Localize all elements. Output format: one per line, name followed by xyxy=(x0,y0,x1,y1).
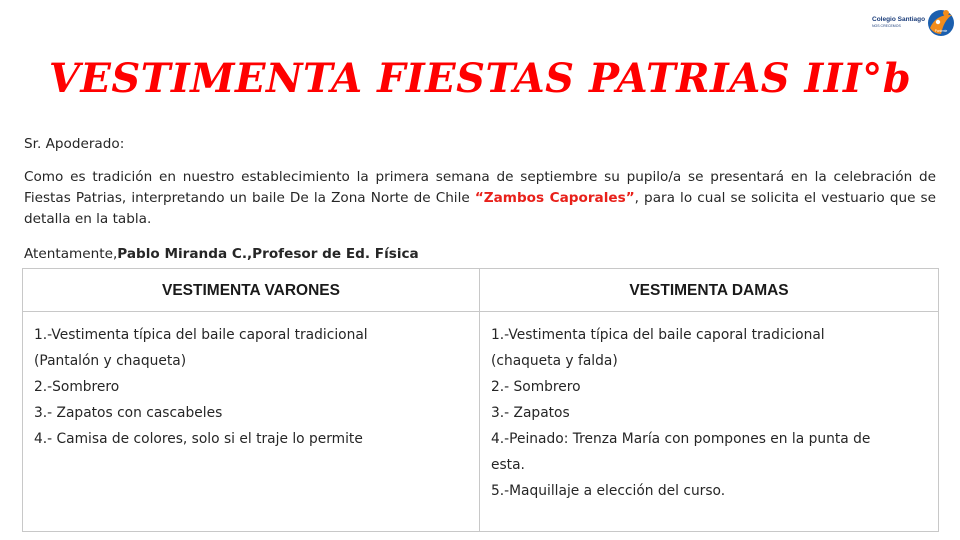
column-header-men: VESTIMENTA VARONES xyxy=(23,269,479,312)
column-women xyxy=(480,269,938,531)
logo-tag: Poniente xyxy=(934,29,948,33)
list-item: 3.- Zapatos xyxy=(491,405,570,421)
men-items-list xyxy=(23,312,479,452)
list-item: 4.- Camisa de colores, solo si el traje lo permite xyxy=(34,431,363,447)
list-item: 1.-Vestimenta típica del baile caporal tradicional xyxy=(491,327,825,343)
signature-prefix: Atentamente, xyxy=(24,246,118,262)
school-logo xyxy=(872,4,956,38)
list-item: 5.-Maquillaje a elección del curso. xyxy=(491,483,726,499)
letter-body-end: , para lo cual se solicita el vestuario que se detalla en la tabla. xyxy=(24,190,936,227)
dance-name: “Zambos Caporales” xyxy=(474,190,635,206)
letter-body xyxy=(24,167,936,230)
women-items-list xyxy=(480,312,938,504)
list-item: 2.-Sombrero xyxy=(34,379,120,395)
school-emblem-icon xyxy=(924,6,956,38)
list-item: 4.-Peinado: Trenza María con pompones en la punta de xyxy=(491,431,871,447)
signature-name: Pablo Miranda C.,Profesor de Ed. Física xyxy=(117,246,419,262)
list-item: 3.- Zapatos con cascabeles xyxy=(34,405,223,421)
list-item: (chaqueta y falda) xyxy=(491,353,618,369)
list-item: 1.-Vestimenta típica del baile caporal tradicional xyxy=(34,327,368,343)
column-men xyxy=(23,269,480,531)
page-title: VESTIMENTA FIESTAS PATRIAS III°b xyxy=(48,55,912,102)
list-item: 2.- Sombrero xyxy=(491,379,581,395)
letter-body-start: Como es tradición en nuestro establecimiento la primera semana de septiembre su pupilo/a se presentará en la celebración de Fiestas Patrias, interpretando un baile De la Zona Norte de Chile xyxy=(24,169,936,206)
column-header-women: VESTIMENTA DAMAS xyxy=(480,269,938,312)
logo-subtitle: NOS CRECEMOS xyxy=(872,24,901,28)
signature xyxy=(24,244,936,265)
logo-name: Colegio Santiago xyxy=(872,16,926,23)
clothing-table xyxy=(22,268,939,532)
logo-text xyxy=(872,16,925,28)
list-item: (Pantalón y chaqueta) xyxy=(34,353,187,369)
greeting: Sr. Apoderado: xyxy=(24,136,125,152)
list-item: esta. xyxy=(491,457,525,473)
